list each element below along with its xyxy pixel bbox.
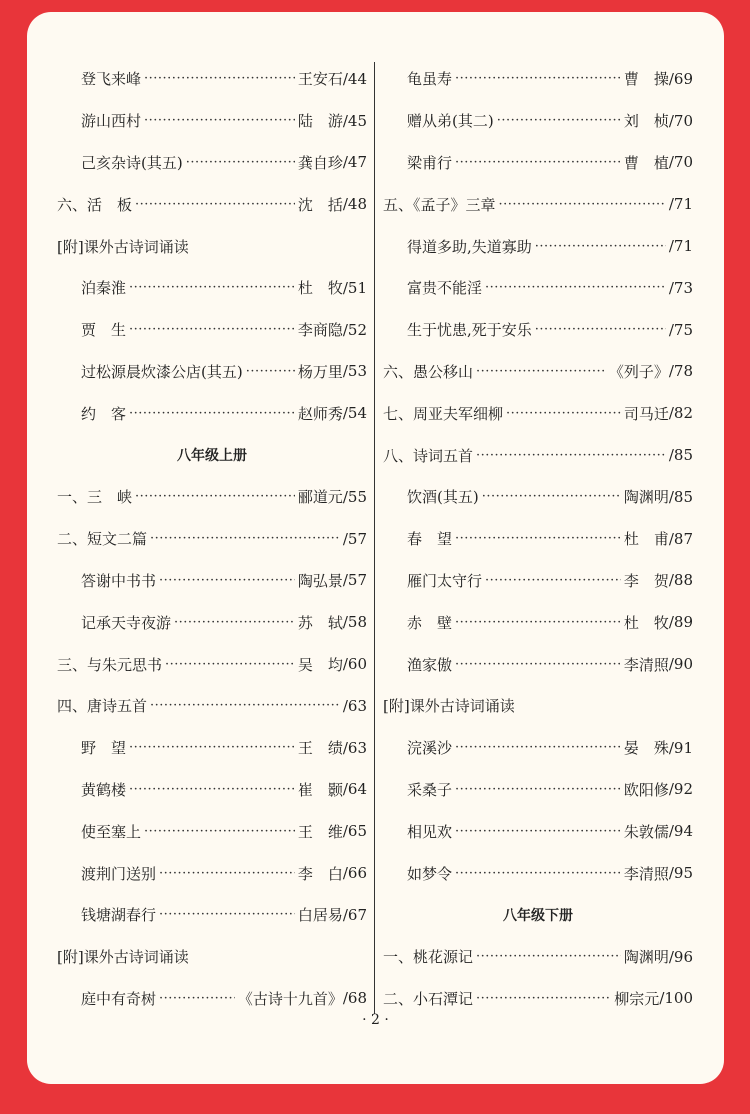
toc-entry xyxy=(383,852,693,894)
entry-title: 二、小石潭记 xyxy=(383,989,474,1008)
entry-page-number: /68 xyxy=(342,989,367,1008)
entry-page-number: /92 xyxy=(668,780,693,799)
entry-page-number: /78 xyxy=(668,362,693,381)
toc-entry xyxy=(383,518,693,560)
toc-entry xyxy=(57,685,367,727)
entry-page-number: /51 xyxy=(342,278,367,297)
entry-page-number: /55 xyxy=(342,487,367,506)
entry-author: 杨万里 xyxy=(297,362,343,381)
entry-page-number: /52 xyxy=(342,320,367,339)
entry-title: 过松源晨炊漆公店(其五) xyxy=(81,362,243,381)
entry-author: 李商隐 xyxy=(297,321,343,340)
entry-page-number: /65 xyxy=(342,822,367,841)
toc-entry xyxy=(57,518,367,560)
toc-entry xyxy=(57,58,367,100)
entry-title: 得道多助,失道寡助 xyxy=(407,237,532,256)
entry-title: 登飞来峰 xyxy=(81,70,142,89)
entry-page-number: /67 xyxy=(342,905,367,924)
toc-entry xyxy=(383,225,693,267)
entry-page-number: /70 xyxy=(668,153,693,172)
toc-entry xyxy=(57,309,367,351)
entry-page-number: /90 xyxy=(668,655,693,674)
dot-leader xyxy=(129,322,295,337)
entry-title: 渡荆门送别 xyxy=(81,864,157,883)
entry-author: 白居易 xyxy=(297,906,343,925)
toc-entry xyxy=(57,351,367,393)
entry-title: 五、《孟子》三章 xyxy=(383,195,496,214)
dot-leader xyxy=(455,531,621,546)
dot-leader xyxy=(497,113,621,128)
dot-leader xyxy=(159,907,295,922)
toc-entry xyxy=(383,183,693,225)
entry-page-number: /64 xyxy=(342,780,367,799)
toc-entry xyxy=(383,936,693,978)
entry-title: 约 客 xyxy=(81,404,127,423)
entry-page-number: /100 xyxy=(659,989,693,1008)
entry-page-number: /63 xyxy=(342,738,367,757)
dot-leader xyxy=(144,113,295,128)
toc-entry xyxy=(383,810,693,852)
entry-author: 柳宗元 xyxy=(614,989,660,1008)
entry-page-number: /53 xyxy=(342,362,367,381)
toc-entry xyxy=(383,601,693,643)
entry-title: 渔家傲 xyxy=(407,655,453,674)
toc-entry xyxy=(383,727,693,769)
toc-entry xyxy=(57,810,367,852)
toc-entry xyxy=(383,476,693,518)
entry-author: 《古诗十九首》 xyxy=(237,989,343,1008)
entry-author: 朱敦儒 xyxy=(623,822,669,841)
entry-page-number: /75 xyxy=(668,320,693,339)
entry-title: 三、与朱元思书 xyxy=(57,655,163,674)
entry-title: 饮酒(其五) xyxy=(407,488,479,507)
entry-author: 沈 括 xyxy=(297,195,343,214)
entry-author: 李清照 xyxy=(623,864,669,883)
toc-entry xyxy=(383,309,693,351)
section-heading: 八年级上册 xyxy=(177,448,247,465)
entry-page-number: /85 xyxy=(668,446,693,465)
entry-author: 陶弘景 xyxy=(297,571,343,590)
entry-title: 己亥杂诗(其五) xyxy=(81,153,183,172)
toc-entry xyxy=(57,769,367,811)
entry-page-number: /87 xyxy=(668,529,693,548)
toc-entry xyxy=(383,769,693,811)
entry-page-number: /73 xyxy=(668,278,693,297)
entry-title: 相见欢 xyxy=(407,822,453,841)
toc-entry xyxy=(57,100,367,142)
dot-leader xyxy=(482,489,621,504)
page-number: · 2 · xyxy=(362,1012,389,1028)
dot-leader xyxy=(129,782,295,797)
toc-entry xyxy=(383,142,693,184)
entry-page-number: /91 xyxy=(668,738,693,757)
dot-leader xyxy=(455,155,621,170)
entry-author: 王 维 xyxy=(297,822,343,841)
entry-author: 杜 甫 xyxy=(623,530,669,549)
entry-author: 李清照 xyxy=(623,655,669,674)
entry-author: 晏 殊 xyxy=(623,739,669,758)
entry-author: 杜 牧 xyxy=(623,613,669,632)
toc-entry xyxy=(383,392,693,434)
entry-author: 《列子》 xyxy=(608,362,669,381)
entry-title: 浣溪沙 xyxy=(407,739,453,758)
entry-title: 梁甫行 xyxy=(407,153,453,172)
entry-author: 杜 牧 xyxy=(297,279,343,298)
toc-entry xyxy=(383,643,693,685)
entry-title: 富贵不能淫 xyxy=(407,279,483,298)
toc-entry xyxy=(383,351,693,393)
entry-title: [附]课外古诗词诵读 xyxy=(383,697,515,716)
entry-page-number: /57 xyxy=(342,529,367,548)
entry-page-number: /54 xyxy=(342,404,367,423)
dot-leader xyxy=(159,573,295,588)
entry-page-number: /71 xyxy=(668,237,693,256)
entry-page-number: /63 xyxy=(342,696,367,715)
entry-title: 一、桃花源记 xyxy=(383,948,474,967)
entry-title: [附]课外古诗词诵读 xyxy=(57,948,189,967)
toc-entry xyxy=(57,142,367,184)
toc-entry xyxy=(57,727,367,769)
entry-page-number: /82 xyxy=(668,404,693,423)
entry-title: 钱塘湖春行 xyxy=(81,906,157,925)
dot-leader xyxy=(186,155,295,170)
dot-leader xyxy=(535,322,666,337)
document-page xyxy=(27,12,724,1084)
toc-right-column xyxy=(383,58,693,1019)
entry-title: [附]课外古诗词诵读 xyxy=(57,237,189,256)
entry-page-number: /58 xyxy=(342,613,367,632)
dot-leader xyxy=(150,531,340,546)
dot-leader xyxy=(174,615,295,630)
toc-left-column xyxy=(57,58,367,1019)
toc-group-label xyxy=(57,225,367,267)
dot-leader xyxy=(455,824,621,839)
toc-entry xyxy=(57,392,367,434)
dot-leader xyxy=(129,740,295,755)
entry-page-number: /57 xyxy=(342,571,367,590)
entry-author: 王安石 xyxy=(297,70,343,89)
dot-leader xyxy=(129,406,295,421)
entry-author: 郦道元 xyxy=(297,488,343,507)
entry-author: 曹 操 xyxy=(623,70,669,89)
entry-title: 答谢中书书 xyxy=(81,571,157,590)
entry-author: 陆 游 xyxy=(297,112,343,131)
dot-leader xyxy=(455,740,621,755)
entry-author: 崔 颢 xyxy=(297,780,343,799)
entry-title: 贾 生 xyxy=(81,321,127,340)
dot-leader xyxy=(455,657,621,672)
dot-leader xyxy=(135,197,295,212)
dot-leader xyxy=(535,239,666,254)
dot-leader xyxy=(455,615,621,630)
entry-page-number: /70 xyxy=(668,111,693,130)
dot-leader xyxy=(129,280,295,295)
entry-author: 曹 植 xyxy=(623,153,669,172)
entry-page-number: /85 xyxy=(668,487,693,506)
entry-page-number: /94 xyxy=(668,822,693,841)
entry-page-number: /88 xyxy=(668,571,693,590)
entry-title: 八、诗词五首 xyxy=(383,446,474,465)
toc-entry xyxy=(383,434,693,476)
dot-leader xyxy=(455,782,621,797)
entry-author: 李 贺 xyxy=(623,571,669,590)
entry-title: 赠从弟(其二) xyxy=(407,112,494,131)
dot-leader xyxy=(135,489,295,504)
dot-leader xyxy=(485,573,621,588)
entry-title: 龟虽寿 xyxy=(407,70,453,89)
entry-title: 一、三 峡 xyxy=(57,488,133,507)
dot-leader xyxy=(246,364,295,379)
dot-leader xyxy=(159,991,235,1006)
entry-page-number: /96 xyxy=(668,947,693,966)
entry-page-number: /66 xyxy=(342,864,367,883)
dot-leader xyxy=(476,949,621,964)
dot-leader xyxy=(506,406,621,421)
dot-leader xyxy=(476,991,611,1006)
toc-entry xyxy=(57,601,367,643)
entry-page-number: /45 xyxy=(342,111,367,130)
entry-page-number: /89 xyxy=(668,613,693,632)
toc-group-label xyxy=(383,685,693,727)
entry-page-number: /47 xyxy=(342,153,367,172)
dot-leader xyxy=(476,364,606,379)
toc-group-label xyxy=(57,936,367,978)
dot-leader xyxy=(476,448,666,463)
dot-leader xyxy=(159,866,295,881)
entry-title: 泊秦淮 xyxy=(81,279,127,298)
toc-entry xyxy=(57,560,367,602)
toc-entry xyxy=(57,852,367,894)
entry-title: 庭中有奇树 xyxy=(81,989,157,1008)
entry-author: 赵师秀 xyxy=(297,404,343,423)
entry-title: 六、活 板 xyxy=(57,195,133,214)
entry-title: 四、唐诗五首 xyxy=(57,697,148,716)
dot-leader xyxy=(165,657,295,672)
entry-page-number: /60 xyxy=(342,655,367,674)
entry-author: 陶渊明 xyxy=(623,948,669,967)
entry-page-number: /44 xyxy=(342,69,367,88)
entry-title: 游山西村 xyxy=(81,112,142,131)
toc-entry xyxy=(383,560,693,602)
section-heading: 八年级下册 xyxy=(503,907,573,924)
dot-leader xyxy=(455,866,621,881)
toc-entry xyxy=(57,267,367,309)
entry-author: 苏 轼 xyxy=(297,613,343,632)
entry-author: 陶渊明 xyxy=(623,488,669,507)
entry-author: 龚自珍 xyxy=(297,153,343,172)
dot-leader xyxy=(485,280,666,295)
dot-leader xyxy=(455,71,621,86)
entry-title: 七、周亚夫军细柳 xyxy=(383,404,504,423)
entry-author: 吴 均 xyxy=(297,655,343,674)
entry-page-number: /48 xyxy=(342,195,367,214)
entry-title: 采桑子 xyxy=(407,780,453,799)
toc-entry xyxy=(57,476,367,518)
entry-author: 司马迁 xyxy=(623,404,669,423)
entry-title: 春 望 xyxy=(407,530,453,549)
dot-leader xyxy=(144,71,295,86)
dot-leader xyxy=(144,824,295,839)
entry-title: 记承天寺夜游 xyxy=(81,613,172,632)
entry-author: 李 白 xyxy=(297,864,343,883)
entry-title: 野 望 xyxy=(81,739,127,758)
entry-page-number: /69 xyxy=(668,69,693,88)
dot-leader xyxy=(150,698,340,713)
entry-author: 王 绩 xyxy=(297,739,343,758)
column-divider xyxy=(374,62,375,1014)
toc-entry xyxy=(383,267,693,309)
entry-title: 使至塞上 xyxy=(81,822,142,841)
entry-title: 赤 壁 xyxy=(407,613,453,632)
toc-entry xyxy=(383,58,693,100)
entry-author: 欧阳修 xyxy=(623,780,669,799)
dot-leader xyxy=(499,197,666,212)
entry-title: 如梦令 xyxy=(407,864,453,883)
entry-author: 刘 桢 xyxy=(623,112,669,131)
entry-title: 黄鹤楼 xyxy=(81,780,127,799)
entry-title: 二、短文二篇 xyxy=(57,530,148,549)
entry-title: 六、愚公移山 xyxy=(383,362,474,381)
entry-title: 生于忧患,死于安乐 xyxy=(407,321,532,340)
toc-entry xyxy=(57,894,367,936)
toc-entry xyxy=(57,643,367,685)
entry-page-number: /71 xyxy=(668,195,693,214)
toc-entry xyxy=(383,100,693,142)
toc-entry xyxy=(57,183,367,225)
entry-page-number: /95 xyxy=(668,864,693,883)
entry-title: 雁门太守行 xyxy=(407,571,483,590)
